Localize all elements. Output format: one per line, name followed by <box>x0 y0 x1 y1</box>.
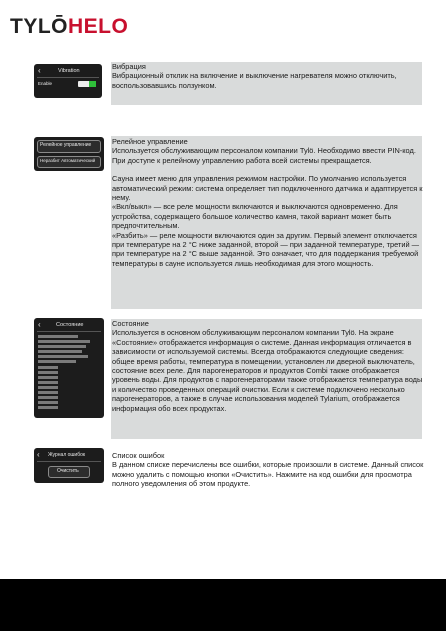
vibration-text <box>112 62 424 90</box>
vibration-title: Vibration <box>58 68 80 74</box>
relay-text <box>112 137 424 268</box>
clear-button-label: Очистить <box>57 468 79 474</box>
vibration-toggle[interactable] <box>78 81 96 87</box>
brand-logo <box>10 16 128 37</box>
page-footer <box>0 579 446 631</box>
status-heading: Состояние <box>112 319 149 328</box>
relay-mode-value: Неразбит Автоматический <box>40 158 96 163</box>
status-row <box>38 350 82 353</box>
relay-paragraph-1: Используется обслуживающим персоналом компании Tylö. Необходимо ввести PIN-код. При доступе к релейному управлению работа всей системы прекращается. <box>112 146 416 165</box>
errorlog-heading: Список ошибок <box>112 451 165 460</box>
vibration-heading: Вибрация <box>112 62 146 71</box>
status-row <box>38 340 90 343</box>
errorlog-text <box>112 451 424 489</box>
status-row <box>38 366 58 369</box>
back-arrow-icon: ‹ <box>38 66 41 75</box>
toggle-knob <box>89 81 96 87</box>
relay-heading: Релейное управление <box>112 137 188 146</box>
status-row <box>38 391 58 394</box>
relay-paragraph-2: Сауна имеет меню для управления режимом настройки. По умолчанию используется автоматический режим: система определяет тип подключенного датчика и адаптируется к нему. <box>112 174 423 203</box>
brand-logo-part1: TYLŌ <box>10 15 68 38</box>
status-row <box>38 355 88 358</box>
errorlog-screenshot <box>34 448 104 483</box>
relay-screenshot <box>34 137 104 171</box>
vibration-screenshot <box>34 64 102 98</box>
divider <box>37 461 101 462</box>
status-text <box>112 319 424 413</box>
relay-paragraph-4: «Разбить» — реле мощности включаются один за другим. Первый элемент отключается при температуре на 2 °C ниже заданной, второй — при заданной температуре, третий — при температуре на 2 °C выше заданной. Это означает, что для поддержания требуемой температуры в сауне используется лишь необходимая для этого мощность. <box>112 230 420 268</box>
enable-label: Enable <box>38 81 53 86</box>
errorlog-paragraph: В данном списке перечислены все ошибки, которые произошли в системе. Данный список можно удалить с помощью кнопки «Очистить». Нажмите на код ошибки для просмотра полного уведомления об этом продукте. <box>112 460 424 489</box>
status-row <box>38 376 58 379</box>
status-row <box>38 335 78 338</box>
status-row <box>38 345 86 348</box>
status-row <box>38 381 58 384</box>
divider <box>37 77 99 78</box>
status-row <box>38 360 76 363</box>
status-row <box>38 396 58 399</box>
back-arrow-icon: ‹ <box>37 450 40 459</box>
vibration-paragraph: Вибрационный отклик на включение и выключение нагревателя можно отключить, воспользовавшись ползунком. <box>112 71 397 90</box>
status-paragraph: Используется в основном обслуживающим персоналом компании Tylö. На экране «Состояние» отображается информация о системе. Данная информация отличается в зависимости от используемой системы. Всегда отображаются следующие сведения: общее время работы, температура в помещении, установлен ли дверной выключатель, состояние всех реле. Для парогенераторов и продуктов Combi также отображается уровень воды. Для продуктов с парогенераторами также отображается температура воды и количество проведенных операций очистки. Если к системе подключено несколько парогенераторов, а также в случае использования моделей Tylarium, отображается информация обо всех продуктах. <box>112 328 423 413</box>
brand-logo-part2: HELO <box>68 15 129 38</box>
back-arrow-icon: ‹ <box>38 320 41 329</box>
status-title: Состояние <box>56 322 84 328</box>
relay-paragraph-3: «Вкл/выкл» — все реле мощности включаются и выключаются одновременно. Для устройства, содержащего большое количество камня, такой вариант может быть предпочтительным. <box>112 202 398 231</box>
status-row <box>38 401 58 404</box>
divider <box>37 331 101 332</box>
errorlog-title: Журнал ошибок <box>48 452 86 458</box>
relay-title: Релейное управление <box>40 142 92 148</box>
status-row <box>38 406 58 409</box>
status-row <box>38 371 58 374</box>
status-row <box>38 386 58 389</box>
status-screenshot <box>34 318 104 418</box>
